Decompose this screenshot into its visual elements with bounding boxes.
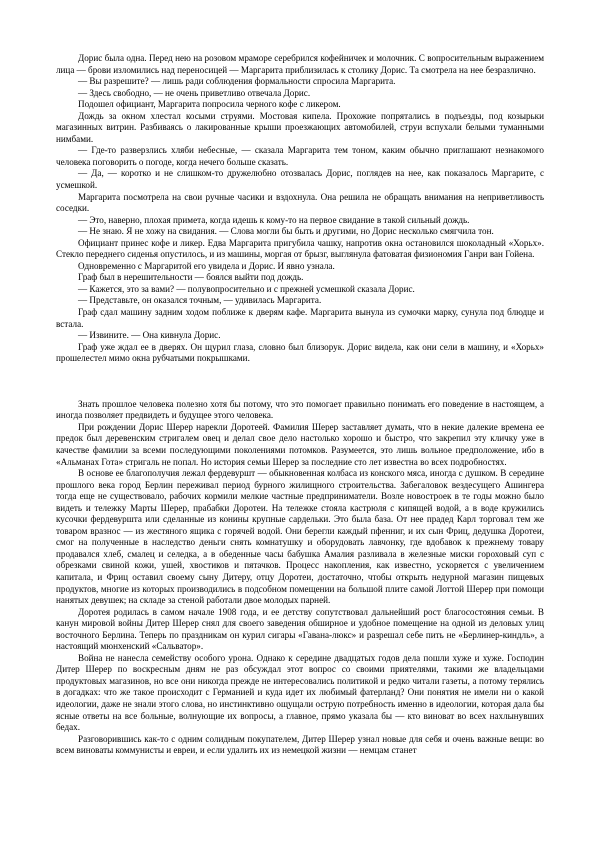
paragraph: — Да, — коротко и не слишком-то дружелюбно отозвалась Дорис, поглядев на нее, как показалось Маргарите, с усмешкой. [56,168,544,191]
section-cafe-scene [56,53,544,365]
paragraph: Официант принес кофе и ликер. Едва Маргарита пригубила чашку, напротив окна остановился шоколадный «Хорьх». Стекло переднего сиденья опустилось, и из машины, моргая от брызг, выглянула фатоватая физиономия Ганри ван Гойена. [56,237,544,260]
paragraph: Знать прошлое человека полезно хотя бы потому, что это помогает правильно понимать его поведение в настоящем, а иногда позволяет предвидеть и будущее этого человека. [56,398,544,421]
paragraph: Граф сдал машину задним ходом поближе к дверям кафе. Маргарита вынула из сумочки марку, сунула под блюдце и встала. [56,307,544,329]
paragraph: Маргарита посмотрела на свои ручные часики и вздохнула. Она решила не обращать внимания на неприветливость соседки. [56,191,544,214]
book-page [56,53,544,757]
paragraph: — Здесь свободно, — не очень приветливо отвечала Дорис. [78,87,311,98]
section-break [56,365,544,399]
paragraph: Война не нанесла семейству особого урона. Однако к середине двадцатых годов дела пошли хуже и хуже. Господин Дитер Шерер по воскресным дням не раз обсуждал этот вопрос со своими приятелями, такими же владельцами продуктовых магазинов, но все они никогда прежде не интересовались политикой и редко читали газеты, а потому терялись в догадках: что же такое происходит с Германией и куда идет их любимый фатерланд? Они понятия не имели ни о какой идеологии, даже не знали этого слова, но инстинктивно ощущали острую потребность именно в идеологии, которая дала бы ясные ответы на все больные, волнующие их вопросы, а главное, прямо указала бы — кто виноват во всех нахлынувших бедах. [56,652,544,733]
paragraph: Одновременно с Маргаритой его увидела и Дорис. И явно узнала. [78,260,335,271]
section-doris-history [56,399,544,757]
paragraph: При рождении Дорис Шерер нарекли Доротеей. Фамилия Шерер заставляет думать, что в некие далекие времена ее предок был деревенским стригалем овец и делал свое дело настолько хорошо и быстро, что закрепил эту кличку уже в качестве фамилии за всеми последующими поколениями потомков. Разумеется, это лишь вольное предположение, ибо в «Альманах Гота» стригаль не попал. Но история семьи Шерер за последние сто лет известна во всех подробностях. [56,421,544,467]
paragraph: Доротея родилась в самом начале 1908 года, и ее детству сопутствовал дальнейший рост благосостояния семьи. В канун мировой войны Дитер Шерер снял для своего заведения обширное и удобное помещение на одной из деловых улиц восточного Берлина. Теперь по праздникам он курил сигары «Гавана-люкс» и разрешал себе пить не «Берлинер-киндль», а настоящий мюнхенский «Сальватор». [56,606,544,652]
paragraph: Дорис была одна. Перед нею на розовом мраморе серебрился кофейничек и молочник. С вопросительным выражением лица — брови изломились над переносицей — Маргарита приблизилась к столику Дорис. Та смотрела на нее безразлично. [56,53,544,75]
paragraph: — Извините. — Она кивнула Дорис. [78,330,221,341]
paragraph: — Вы разрешите? — лишь ради соблюдения формальности спросила Маргарита. [78,76,396,87]
paragraph: Подошел официант, Маргарита попросила черного кофе с ликером. [78,99,341,110]
paragraph: — Это, наверно, плохая примета, когда идешь к кому-то на первое свидание в такой сильный дождь. [78,214,470,225]
paragraph: Дождь за окном хлестал косыми струями. Мостовая кипела. Прохожие попрятались в подъезды, под козырьки магазинных витрин. Разбиваясь о лакированные крыши проезжающих автомобилей, струи вспухали белыми туманными нимбами. [56,110,544,144]
paragraph: В основе ее благополучия лежал фердевуршт — обыкновенная колбаса из конского мяса, иногда с душком. В середине прошлого века город Берлин переживал период бурного жилищного строительства. Забегаловок вездесущего Ашингера тогда еще не существовало, рабочих кормили мелкие частные предприниматели. Возле новостроек в те годы можно было видеть и тележку Марты Шерер, прабабки Доротеи. На тележке стояла кастрюля с кипящей водой, а в воде кружились кусочки фердевуршта или сделанные из конины крупные сардельки. Это была база. От нее прадед Карл торговал тем же товаром вразнос — из жестяного ящика с горячей водой. Они берегли каждый пфенниг, и их сын Фриц, дедушка Доротеи, смог на полученные в наследство деньги снять комнатушку и оборудовать лавчонку, где вдобавок к прежнему товару продавался хлеб, смалец и селедка, а в обеденные часы бабушка Амалия разливала в железные миски гороховый суп с обрезками свиной кожи, ушей, хвостиков и пятачков. Процесс накопления, как известно, ускоряется с увеличением капитала, и Фриц оставил своему сыну Дитеру, отцу Доротеи, достаточно, чтобы открыть недурной магазин пищевых продуктов, многие из которых производились в подсобном помещении на большой плите самой Лоттой Шерер при помощи нанятых девушек; на складе за стеной работали двое молодых парней. [56,468,544,606]
paragraph: Граф уже ждал ее в дверях. Он щурил глаза, словно был близорук. Дорис видела, как они сели в машину, и «Хорьх» прошелестел мимо окна рубчатыми покрышками. [56,341,544,364]
paragraph: Разговорившись как-то с одним солидным покупателем, Дитер Шерер узнал новые для себя и очень важные вещи: во всем виноваты коммунисты и евреи, и если удалить их из немецкой жизни — немцам станет [56,733,544,756]
paragraph: — Кажется, это за вами? — полувопросительно и с прежней усмешкой сказала Дорис. [78,283,415,294]
paragraph: — Где-то разверзлись хляби небесные, — сказала Маргарита тем тоном, каким обычно приглашают незнакомого человека поговорить о погоде, когда нечего больше сказать. [56,145,544,167]
paragraph: — Не знаю. Я не хожу на свидания. — Слова могли бы быть и другими, но Дорис несколько смягчила тон. [78,226,494,237]
paragraph: — Представьте, он оказался точным, — удивилась Маргарита. [78,295,322,306]
paragraph: Граф был в нерешительности — боялся выйти под дождь. [78,272,304,283]
